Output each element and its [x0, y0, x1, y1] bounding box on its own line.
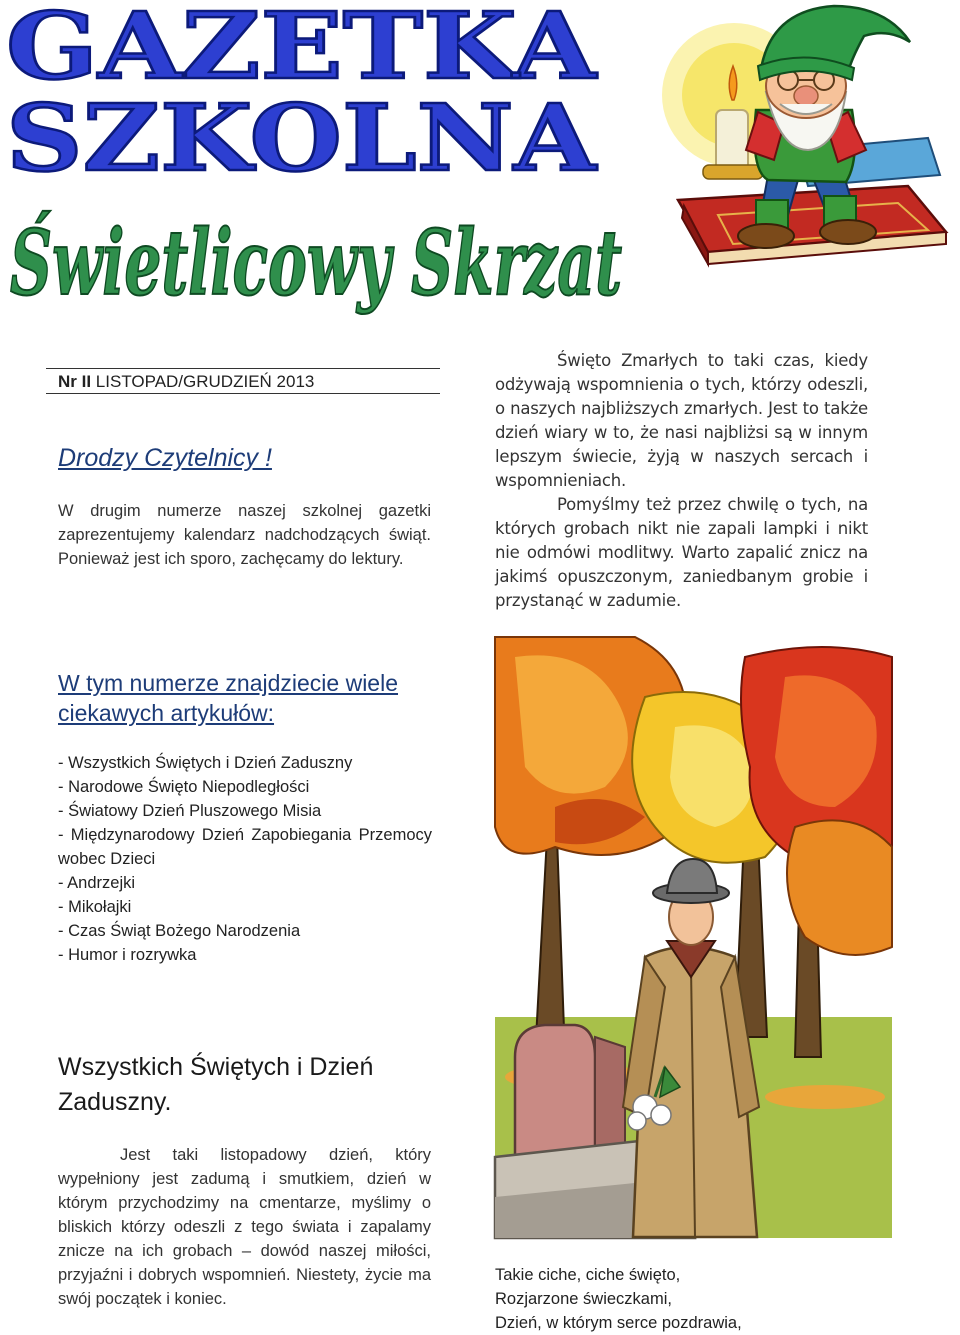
intro-paragraph: W drugim numerze naszej szkolnej gazetki zaprezentujemy kalendarz nadchodzących świąt. Ponieważ jest ich sporo, zachęcamy do lektury.	[58, 502, 431, 568]
memorial-text	[495, 349, 868, 613]
poem-line: Rozjarzone świeczkami,	[495, 1290, 672, 1308]
poem-line: Takie ciche, ciche święto,	[495, 1266, 681, 1284]
title-gazetka: GAZETKA	[6, 0, 598, 100]
memorial-paragraph-1: Święto Zmarłych to taki czas, kiedy odżywają wspomnienia o tych, którzy odeszli, o naszych najbliższych zmarłych. Jest to także dzień wiary w to, że nasi najbliżsi są w innym lepszym świecie, żyją w naszych sercach i wspomnieniach.	[495, 351, 868, 490]
issue-info	[58, 372, 314, 392]
article-list	[58, 751, 432, 967]
issue-number: Nr II	[58, 372, 92, 391]
list-item: - Andrzejki	[58, 874, 136, 892]
issue-rule-top	[46, 368, 440, 369]
list-item: - Narodowe Święto Niepodległości	[58, 778, 310, 796]
list-item: - Wszystkich Świętych i Dzień Zaduszny	[58, 754, 353, 772]
list-item: - Humor i rozrywka	[58, 946, 197, 964]
section-title: Wszystkich Świętych i Dzień Zaduszny.	[58, 1053, 374, 1116]
in-this-issue-heading: W tym numerze znajdziecie wiele ciekawych artykułów:	[58, 670, 399, 726]
gnome-icon	[648, 0, 954, 272]
poem	[495, 1263, 915, 1335]
poem-line: Dzień, w którym serce pozdrawia,	[495, 1314, 742, 1332]
issue-dates: LISTOPAD/GRUDZIEŃ 2013	[95, 372, 315, 391]
list-item: - Czas Świąt Bożego Narodzenia	[58, 922, 301, 940]
masthead-title	[2, 0, 642, 330]
title-szkolna: SZKOLNA	[6, 84, 598, 192]
list-item: - Międzynarodowy Dzień Zapobiegania Przemocy wobec Dzieci	[58, 826, 432, 868]
list-item: - Mikołajki	[58, 898, 132, 916]
greeting-heading: Drodzy Czytelnicy !	[58, 444, 272, 472]
section-body	[58, 1143, 431, 1311]
list-item: - Światowy Dzień Pluszowego Misia	[58, 802, 322, 820]
issue-rule-bottom	[46, 393, 440, 394]
memorial-paragraph-2: Pomyślmy też przez chwilę o tych, na których grobach nikt nie zapali lampki i nikt nie odmówi modlitwy. Warto zapalić znicz na jakimś opuszczonym, zaniedbanym grobie i przystanąć w zadumie.	[495, 495, 868, 610]
cemetery-illustration-icon	[495, 637, 892, 1238]
title-swietlicowy-skrzat: Świetlicowy Skrzat	[10, 210, 622, 316]
section-body-text: Jest taki listopadowy dzień, który wypełniony jest zadumą i smutkiem, dzień w którym przychodzimy na cmentarze, myślimy o bliskich którzy odeszli z tego świata i zapalamy znicze na ich grobach – dowód naszej miłości, przyjaźni i dobrych wspomnień. Niestety, życie ma swój początek i koniec.	[58, 1146, 431, 1308]
